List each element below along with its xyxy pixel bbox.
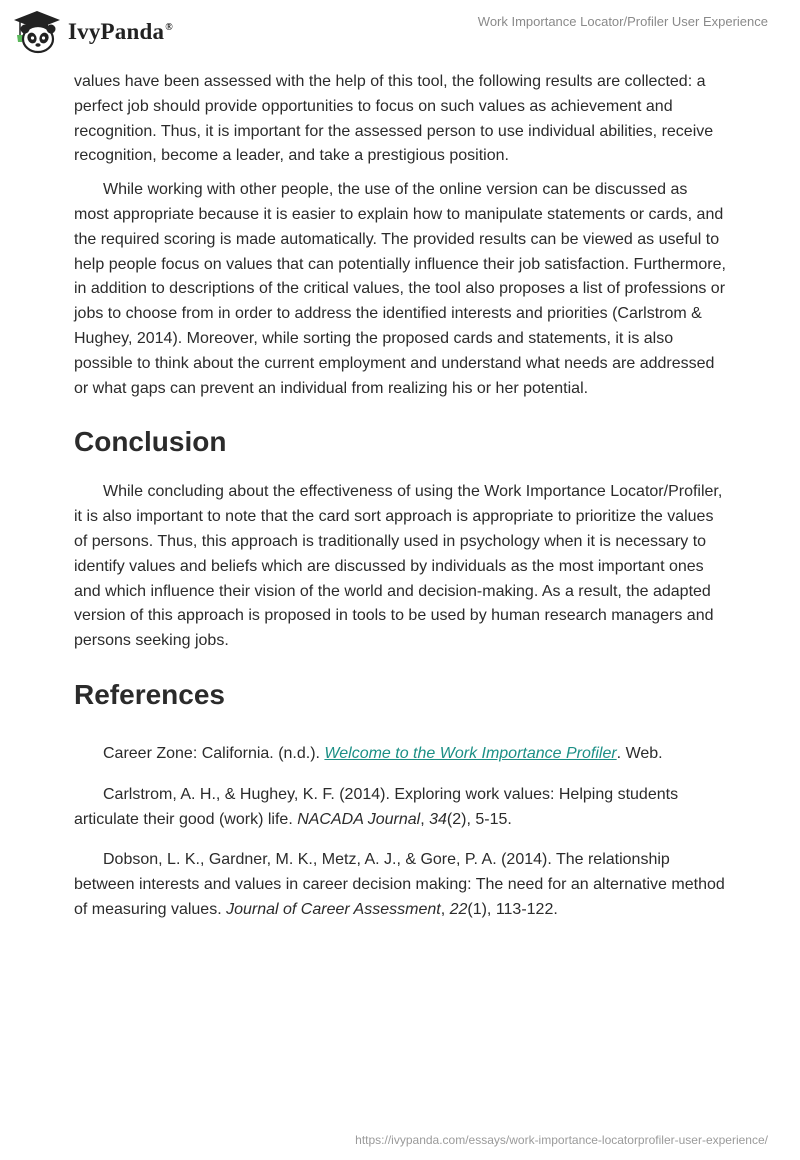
reference-entry: Carlstrom, A. H., & Hughey, K. F. (2014). Exploring work values: Helping students articulate their good (work) life. NACADA Journal, 34(2), 5-15.: [74, 785, 679, 828]
panda-graduate-icon: [12, 9, 62, 55]
reference-entry: Dobson, L. K., Gardner, M. K., Metz, A. J., & Gore, P. A. (2014). The relationship between interests and values in career decision making: The need for an alternative method of measuring values. Journal of Career Assessment, 22(1), 113-122.: [74, 851, 725, 918]
reference-entry: Career Zone: California. (n.d.). Welcome to the Work Importance Profiler. Web.: [103, 744, 663, 762]
page-header: [0, 0, 800, 66]
ivypanda-logo[interactable]: [12, 9, 173, 55]
document-title: Work Importance Locator/Profiler User Experience: [477, 14, 768, 29]
references-heading: References: [74, 678, 225, 710]
conclusion-heading: Conclusion: [74, 426, 227, 458]
conclusion-paragraph: While concluding about the effectiveness of using the Work Importance Locator/Profiler, it is also important to note that the card sort approach is appropriate to prioritize the values of persons. Thus, this approach is traditionally used in psychology when it is necessary to identify values and beliefs which are discussed by individuals as the most important ones and which influence their vision of the world and decision-making. As a result, the adapted version of this approach is proposed in tools to be used by human research managers and persons seeking jobs.: [74, 483, 723, 650]
logo-text: IvyPanda®: [68, 19, 173, 44]
source-url[interactable]: https://ivypanda.com/essays/work-importance-locatorprofiler-user-experience/: [355, 1133, 768, 1147]
body-paragraph: values have been assessed with the help of this tool, the following results are collected: a perfect job should provide opportunities to focus on such values as achievement and recognition. Thus, it is important for the assessed person to use individual abilities, receive recognition, become a leader, and take a prestigious position.: [74, 73, 714, 165]
essay-content: [74, 70, 726, 939]
reference-link[interactable]: Welcome to the Work Importance Profiler: [324, 744, 617, 762]
body-paragraph: While working with other people, the use of the online version can be discussed as most appropriate because it is easier to explain how to manipulate statements or cards, and the required scoring is made automatically. The provided results can be viewed as useful to help people focus on values that can potentially influence their job satisfaction. Furthermore, in addition to descriptions of the critical values, the tool also proposes a list of professions or jobs to choose from in order to address the identified interests and priorities (Carlstrom & Hughey, 2014). Moreover, while sorting the proposed cards and statements, it is also possible to think about the current employment and understand what needs are addressed or what gaps can prevent an individual from realizing his or her potential.: [74, 181, 726, 397]
